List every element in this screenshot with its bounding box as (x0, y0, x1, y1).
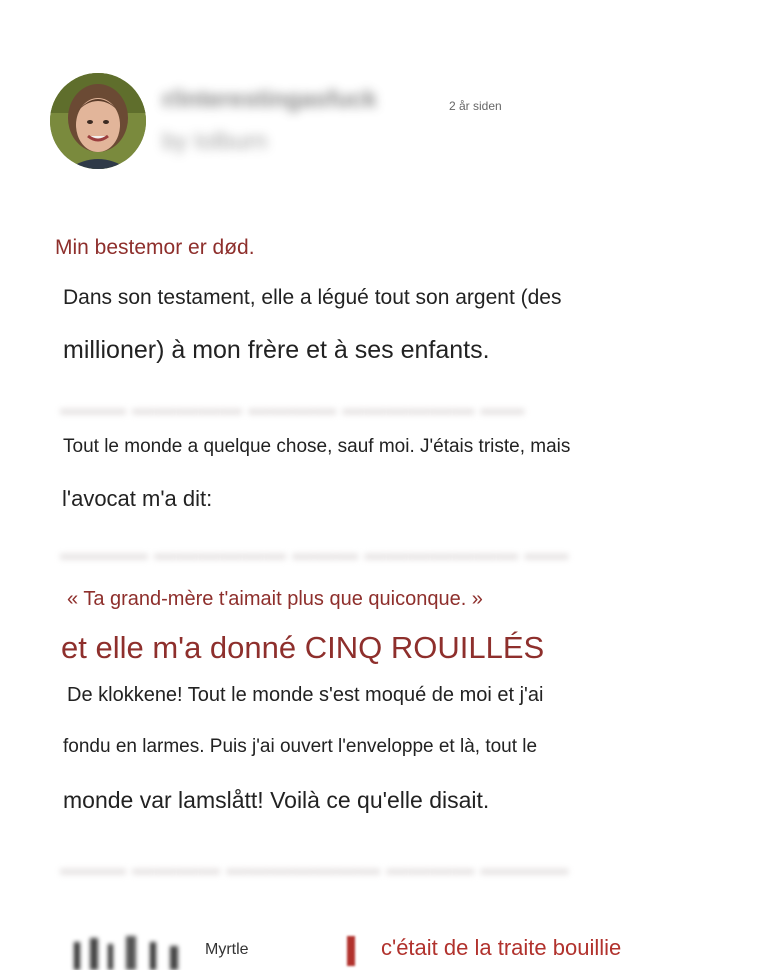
story-line-5: l'avocat m'a dit: (62, 486, 213, 511)
story-line-4: Tout le monde a quelque chose, sauf moi. J'étais triste, mais (63, 436, 571, 457)
byline: by Iolburn (162, 128, 268, 155)
post-timestamp: 2 år siden (449, 99, 502, 113)
footer-caption: c'était de la traite bouillie (381, 935, 622, 960)
story-line-8: De klokkene! Tout le monde s'est moqué de moi et j'ai (67, 684, 544, 706)
blurred-image-icon (70, 930, 200, 970)
red-bar-icon (347, 936, 355, 966)
avatar[interactable] (50, 73, 146, 169)
story-line-7: et elle m'a donné CINQ ROUILLÉS (61, 630, 545, 665)
footer-name: Myrtle (205, 941, 249, 958)
story-line-10: monde var lamslått! Voilà ce qu'elle disait. (63, 787, 490, 813)
username[interactable]: r/interestingasfuck (162, 86, 377, 113)
story-line-6: « Ta grand-mère t'aimait plus que quiconque. » (67, 588, 483, 610)
background-noise: ▬▬▬ ▬▬▬▬ ▬▬▬▬▬▬▬ ▬▬▬▬ ▬▬▬▬ (60, 855, 569, 880)
background-noise: ▬▬▬▬ ▬▬▬▬▬▬ ▬▬▬ ▬▬▬▬▬▬▬ ▬▬ (60, 540, 569, 565)
story-line-2: Dans son testament, elle a légué tout son argent (des (63, 286, 562, 309)
background-noise: ▬▬▬ ▬▬▬▬▬ ▬▬▬▬ ▬▬▬▬▬▬ ▬▬ (60, 395, 525, 420)
profile-photo-icon (50, 73, 146, 169)
story-line-3: millioner) à mon frère et à ses enfants. (63, 336, 490, 364)
story-line-1: Min bestemor er død. (55, 236, 255, 259)
story-line-9: fondu en larmes. Puis j'ai ouvert l'enveloppe et là, tout le (63, 736, 538, 757)
